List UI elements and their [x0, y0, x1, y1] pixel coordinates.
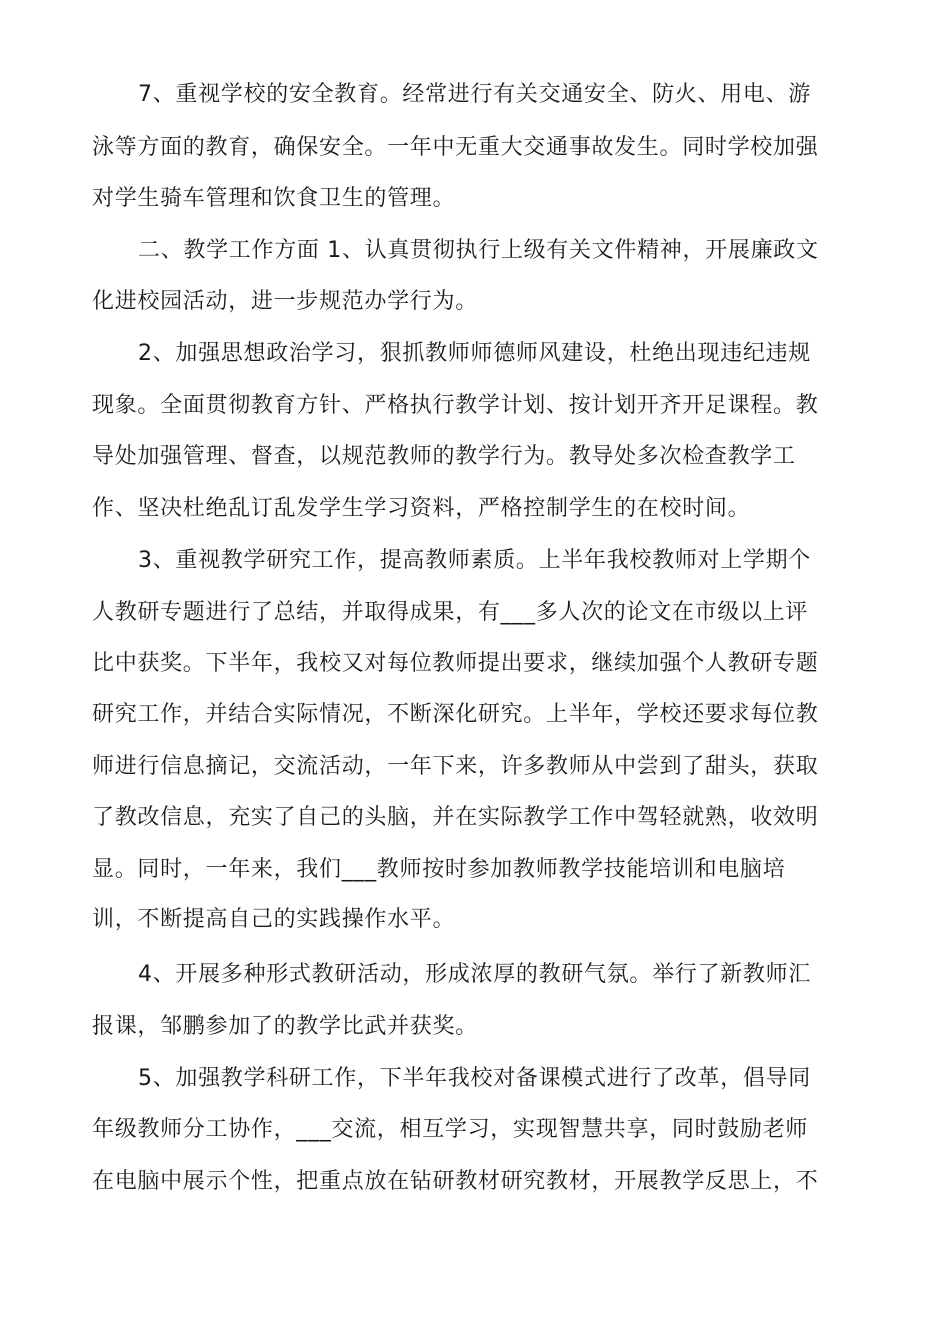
paragraph-4-line-1: 4、开展多种形式教研活动，形成浓厚的教研气氛。举行了新教师汇 — [138, 962, 811, 987]
paragraph-5-line-2: 年级教师分工协作，___交流，相互学习，实现智慧共享，同时鼓励老师 — [92, 1117, 809, 1142]
section-2-heading-line-2: 化进校园活动，进一步规范办学行为。 — [92, 289, 478, 314]
paragraph-3-line-7: 显。同时，一年来，我们___教师按时参加教师教学技能培训和电脑培 — [92, 857, 786, 882]
paragraph-4-line-2: 报课，邹鹏参加了的教学比武并获奖。 — [92, 1014, 478, 1039]
paragraph-2-line-2: 现象。全面贯彻教育方针、严格执行教学计划、按计划开齐开足课程。教 — [92, 393, 819, 418]
paragraph-3-line-4: 研究工作，并结合实际情况，不断深化研究。上半年，学校还要求每位教 — [92, 702, 819, 727]
paragraph-2-line-4: 作、坚决杜绝乱订乱发学生学习资料，严格控制学生的在校时间。 — [92, 496, 751, 521]
paragraph-3-line-5: 师进行信息摘记，交流活动，一年下来，许多教师从中尝到了甜头，获取 — [92, 754, 819, 779]
paragraph-3-line-8: 训，不断提高自己的实践操作水平。 — [92, 907, 456, 932]
paragraph-3-line-1: 3、重视教学研究工作，提高教师素质。上半年我校教师对上学期个 — [138, 548, 811, 573]
paragraph-2-line-3: 导处加强管理、督查，以规范教师的教学行为。教导处多次检查教学工 — [92, 444, 796, 469]
paragraph-2-line-1: 2、加强思想政治学习，狠抓教师师德师风建设，杜绝出现违纪违规 — [138, 341, 811, 366]
paragraph-5-line-3: 在电脑中展示个性，把重点放在钻研教材研究教材，开展教学反思上，不 — [92, 1169, 819, 1194]
paragraph-7-line-3: 对学生骑车管理和饮食卫生的管理。 — [92, 186, 456, 211]
section-2-heading-line-1: 二、教学工作方面 1、认真贯彻执行上级有关文件精神，开展廉政文 — [138, 238, 819, 263]
paragraph-7-line-1: 7、重视学校的安全教育。经常进行有关交通安全、防火、用电、游 — [138, 82, 811, 107]
paragraph-3-line-3: 比中获奖。下半年，我校又对每位教师提出要求，继续加强个人教研专题 — [92, 651, 819, 676]
paragraph-3-line-6: 了教改信息，充实了自己的头脑，并在实际教学工作中驾轻就熟，收效明 — [92, 805, 819, 830]
paragraph-7-line-2: 泳等方面的教育，确保安全。一年中无重大交通事故发生。同时学校加强 — [92, 135, 819, 160]
paragraph-5-line-1: 5、加强教学科研工作，下半年我校对备课模式进行了改革，倡导同 — [138, 1066, 811, 1091]
paragraph-3-line-2: 人教研专题进行了总结，并取得成果，有___多人次的论文在市级以上评 — [92, 600, 809, 625]
